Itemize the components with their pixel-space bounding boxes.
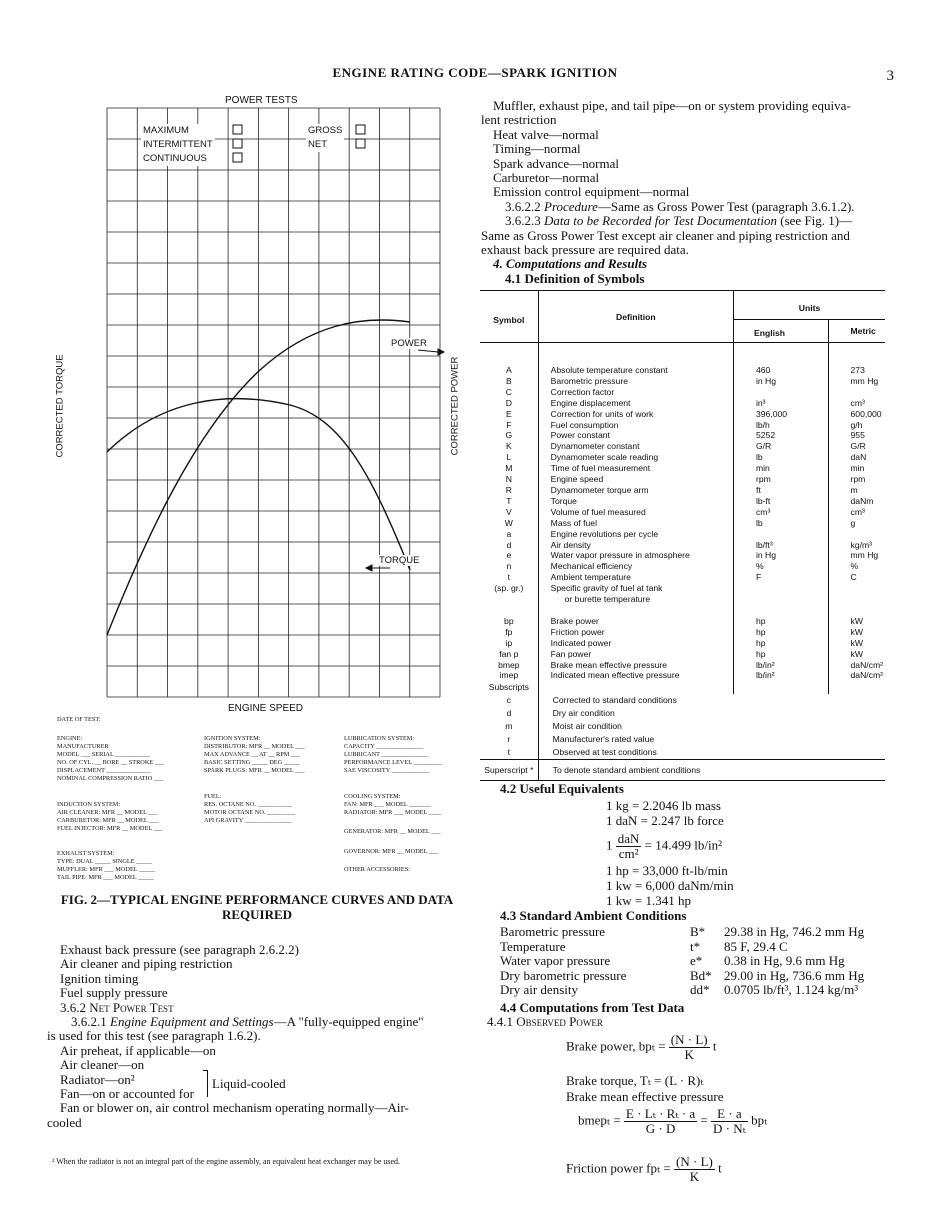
observed-power-title: 4.4.1 Observed Power (487, 1014, 603, 1029)
brake-torque-eq: Brake torque, Tₜ = (L · R)ₜ (566, 1073, 704, 1088)
ambient-table (500, 925, 890, 998)
table-row: G Power constant 5252 955 (480, 430, 885, 441)
equivalents: 1 kg = 2.2046 lb mass 1 daN = 2.247 lb force 1 $\frac{\text{daN}}{\text{cm²}}$ = 14.499 lb/in² 1 hp = 33,000 ft-lb/min 1 kw = 6,000 daNm/min 1 kw = 1.341 hp (606, 798, 734, 908)
subscripts-label: Subscripts (480, 681, 538, 694)
table-row: fan p Fan power hp kW (480, 649, 885, 660)
friction-power-eq: Friction power fpₜ = $\frac{(N \cdot L)}{K}$ t (566, 1154, 722, 1184)
checkbox-label-intermittent: INTERMITTENT (143, 139, 213, 150)
table-row: N Engine speed rpm rpm (480, 474, 885, 485)
table-row: L Dynamometer scale reading lb daN (480, 452, 885, 463)
checkbox-intermittent (233, 139, 242, 148)
table-row: A Absolute temperature constant 460 273 (480, 365, 885, 376)
col-units: Units (733, 291, 885, 320)
table-row: F Fuel consumption lb/h g/h (480, 420, 885, 431)
page-header: ENGINE RATING CODE—SPARK IGNITION (332, 65, 618, 80)
table-row: T Torque lb-ft daNm (480, 496, 885, 507)
ambient-row: Dry barometric pressure Bd* 29.00 in Hg, 736.6 mm Hg (500, 967, 865, 983)
table-row: imep Indicated mean effective pressure lb/in² daN/cm² (480, 670, 885, 681)
bmep-eq: bmepₜ = $\frac{\text{E · Lₜ · Rₜ · a}}{G \cdot D}$ = $\frac{E \cdot a}{\text{D · Nₜ}}$ bpₜ (578, 1106, 768, 1136)
table-row: B Barometric pressure in Hg mm Hg (480, 376, 885, 387)
table-row: C Correction factor (480, 387, 885, 398)
footnote: ² When the radiator is not an integral part of the engine assembly, an equivalent heat exchanger may be used. (52, 1157, 401, 1166)
table-row: a Engine revolutions per cycle (480, 529, 885, 540)
equivalents-title: 4.2 Useful Equivalents (500, 781, 624, 796)
table-row: d Air density lb/ft³ kg/m³ (480, 540, 885, 551)
table-row: e Water vapor pressure in atmosphere in Hg mm Hg (480, 550, 885, 561)
form-exhaust: EXHAUST SYSTEM: TYPE: DUAL _____ SINGLE _____ MUFFLER: MFR ___ MODEL _____ TAIL PIPE: MFR ___ MODEL _____ (57, 850, 155, 881)
form-induction: INDUCTION SYSTEM: AIR CLEANER: MFR __ MODEL ___ CARBURETOR: MFR __ MODEL ___ FUEL INJECTOR: MFR __ MODEL ___ (57, 801, 163, 832)
x-axis-label: ENGINE SPEED (228, 703, 304, 714)
date-of-test: DATE OF TEST: (57, 716, 101, 723)
table-row: m Moist air condition (480, 720, 885, 733)
right-text: Muffler, exhaust pipe, and tail pipe—on or system providing equiva- lent restriction Heat valve—normal Timing—normal Spark advance—normal Carburetor—normal Emission control equipment—normal 3.6.2.2 Procedure—Same as Gross Power Test (paragraph 3.6.1.2). 3.6.2.3 Data to be Recorded for Test Documentation (see Fig. 1)— Same as Gross Power Test except air cleaner and piping restriction and exhaust back pressure are required data. 4. Computations and Results 4.1 Definition of Symbols (481, 98, 855, 286)
bmep-label: Brake mean effective pressure (566, 1089, 724, 1104)
form-other-accessories: OTHER ACCESSORIES: (344, 866, 410, 873)
col-english: English (733, 320, 828, 343)
form-governor: GOVERNOR: MFR __ MODEL ___ (344, 848, 439, 855)
table-row: n Mechanical efficiency % % (480, 561, 885, 572)
symbol-table (480, 290, 885, 781)
table-row: fp Friction power hp kW (480, 627, 885, 638)
performance-chart (50, 100, 470, 720)
table-row: t Ambient temperature F C (480, 572, 885, 583)
table-row: K Dynamometer constant G/R G/R (480, 441, 885, 452)
checkbox-continuous (233, 153, 242, 162)
table-row: or burette temperature (480, 594, 885, 605)
chart-title: POWER TESTS (225, 95, 298, 106)
ambient-row: Water vapor pressure e* 0.38 in Hg, 9.6 mm Hg (500, 953, 845, 969)
left-text: Exhaust back pressure (see paragraph 2.6.2.2) Air cleaner and piping restriction Ignition timing Fuel supply pressure 3.6.2 Net Power Test 3.6.2.1 Engine Equipment and Settings—A "fully-equipped engine" is used for this test (see paragraph 1.6.2). Air preheat, if applicable—on Air cleaner—on Radiator—on² Fan—on or accounted for Fan or blower on, air control mechanism operating normally—Air- cooled (47, 942, 424, 1130)
table-row: E Correction for units of work 396,000 600,000 (480, 409, 885, 420)
table-row: t Observed at test conditions (480, 746, 885, 759)
table-row: r Manufacturer's rated value (480, 733, 885, 746)
table-row: (sp. gr.) Specific gravity of fuel at tank (480, 583, 885, 594)
table-row: M Time of fuel measurement min min (480, 463, 885, 474)
computations-title: 4.4 Computations from Test Data (500, 1000, 685, 1015)
table-row: bmep Brake mean effective pressure lb/in² daN/cm² (480, 660, 885, 671)
table-row: R Dynamometer torque arm ft m (480, 485, 885, 496)
power-curve-label: POWER (391, 338, 427, 349)
table-row: W Mass of fuel lb g (480, 518, 885, 529)
table-row: ip Indicated power hp kW (480, 638, 885, 649)
brake-power-eq: Brake power, bpₜ = $\frac{(N \cdot L)}{K}$ t (566, 1032, 717, 1062)
checkbox-net (356, 139, 365, 148)
form-engine: ENGINE: MANUFACTURER MODEL ___ SERIAL ___________ NO. OF CYL. __ BORE __ STROKE ___ DISPLACEMENT ______________ NOMINAL COMPRESSION RATIO ___ (57, 735, 165, 782)
ambient-row: Dry air density dd* 0.0705 lb/ft³, 1.124 kg/m³ (500, 982, 859, 998)
torque-curve-label: TORQUE (379, 555, 420, 566)
form-cooling: COOLING SYSTEM: FAN: MFR ___ MODEL _______ RADIATOR: MFR ___ MODEL ____ (344, 793, 442, 816)
ambient-row: Barometric pressure B* 29.38 in Hg, 746.2 mm Hg (500, 924, 865, 939)
col-definition: Definition (538, 291, 733, 343)
checkbox-label-maximum: MAXIMUM (143, 125, 189, 136)
table-row: bp Brake power hp kW (480, 616, 885, 627)
table-row: Superscript * To denote standard ambient conditions (480, 759, 885, 780)
page-number: 3 (886, 68, 894, 84)
form-generator: GENERATOR: MFR __ MODEL ___ (344, 828, 441, 835)
liquid-cooled-label: Liquid-cooled (212, 1076, 286, 1091)
form-ignition: IGNITION SYSTEM: DISTRIBUTOR: MFR __ MODEL ___ MAX ADVANCE __ AT __ RPM ___ BASIC SETTING _____ DEG _____ SPARK PLUGS: MFR __ MODEL ___ (204, 735, 305, 774)
checkbox-label-continuous: CONTINUOUS (143, 153, 207, 164)
col-symbol: Symbol (480, 291, 538, 343)
checkbox-label-gross: GROSS (308, 125, 343, 136)
checkbox-maximum (233, 125, 242, 134)
table-row: D Engine displacement in³ cm³ (480, 398, 885, 409)
table-row: V Volume of fuel measured cm³ cm³ (480, 507, 885, 518)
ambient-row: Temperature t* 85 F, 29.4 C (500, 938, 788, 954)
table-row: c Corrected to standard conditions (480, 694, 885, 707)
liquid-cooled-bracket (203, 1070, 208, 1097)
col-metric: Metric (850, 326, 876, 336)
y-axis-right-label: CORRECTED POWER (449, 356, 461, 456)
checkbox-gross (356, 125, 365, 134)
figure-caption: FIG. 2—TYPICAL ENGINE PERFORMANCE CURVES AND DATA REQUIRED (60, 892, 454, 922)
ambient-title: 4.3 Standard Ambient Conditions (500, 908, 687, 923)
y-axis-left-label: CORRECTED TORQUE (54, 354, 66, 458)
form-lubrication: LUBRICATION SYSTEM: CAPACITY _______________ LUBRICANT _______________ PERFORMANCE LEVEL _________ SAE VISCOSITY ____________ (344, 735, 442, 774)
table-row: d Dry air condition (480, 707, 885, 720)
form-fuel: FUEL: RES. OCTANE NO. ___________ MOTOR OCTANE NO. _________ API GRAVITY _______________ (204, 793, 296, 824)
checkbox-label-net: NET (308, 139, 327, 150)
